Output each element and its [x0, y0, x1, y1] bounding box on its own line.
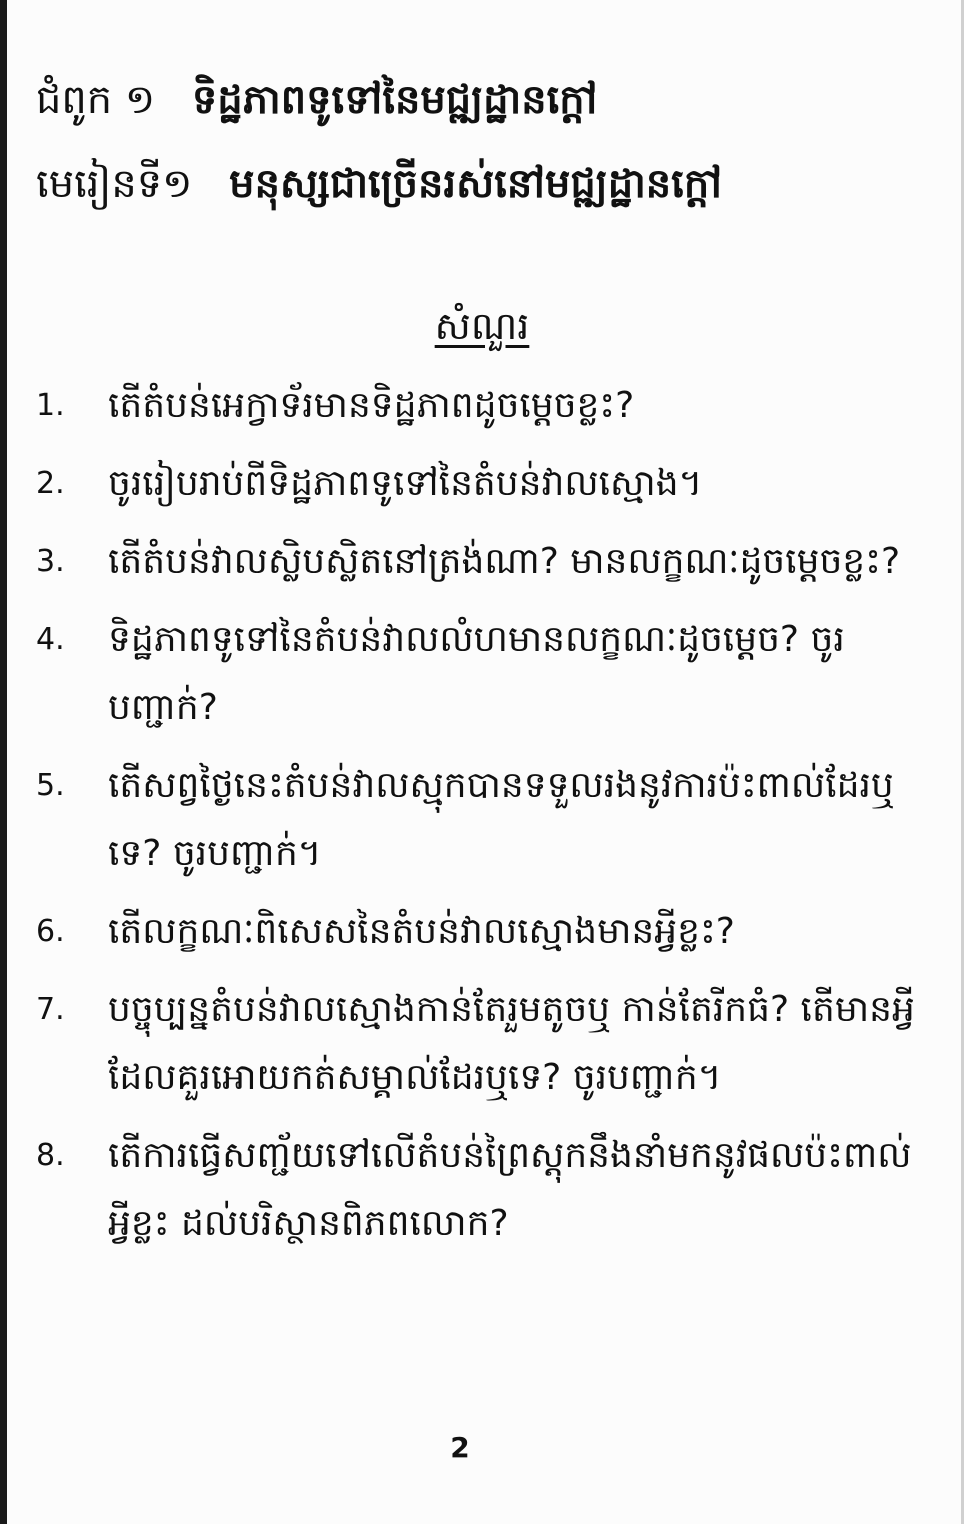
lesson-heading: [36, 156, 722, 212]
question-text: តើសព្វថ្ងៃនេះតំបន់វាលស្មុកបានទទួលរងនូវការប៉ះពាល់ដែរឬទេ? ចូរបញ្ជាក់។: [108, 765, 894, 874]
question-number: 2.: [36, 466, 65, 501]
question-text: តើតំបន់វាលស្លិបស្លិតនៅត្រង់ណា? មានលក្ខណៈដូចម្តេចខ្លះ?: [108, 541, 901, 582]
chapter-label: ជំពូក ១: [36, 77, 156, 123]
question-list: [36, 372, 916, 1268]
question-text: ចូររៀបរាប់ពីទិដ្ឋភាពទូទៅនៃតំបន់វាលស្មោង។: [108, 463, 703, 504]
page-number: 2: [450, 1431, 470, 1464]
question-number: 5.: [36, 768, 65, 803]
lesson-title: មនុស្សជាច្រើនរស់នៅមជ្ឍដ្ឋានក្តៅ: [229, 161, 722, 207]
question-number: 7.: [36, 992, 65, 1027]
question-text: បច្ចុប្បន្នតំបន់វាលស្មោងកាន់តែរួមតូចឬ កាន់តែរីកធំ? តើមានអ្វីដែលគួរអោយកត់សម្គាល់ដែរឬទេ? ចូរបញ្ជាក់។: [108, 989, 915, 1098]
question-text: តើលក្ខណៈពិសេសនៃតំបន់វាលស្មោងមានអ្វីខ្លះ?: [108, 911, 735, 952]
question-text: តើតំបន់អេក្វាទ័រមានទិដ្ឋភាពដូចម្តេចខ្លះ?: [108, 385, 635, 426]
lesson-label: មេរៀនទី១: [36, 161, 193, 207]
question-number: 1.: [36, 388, 65, 423]
question-number: 3.: [36, 544, 65, 579]
chapter-title: ទិដ្ឋភាពទូទៅនៃមជ្ឍដ្ឋានក្តៅ: [191, 77, 598, 123]
chapter-heading: [36, 72, 597, 128]
question-item: [36, 372, 916, 440]
question-number: 8.: [36, 1138, 65, 1173]
question-item: [36, 898, 916, 966]
question-item: [36, 606, 916, 742]
question-item: [36, 528, 916, 596]
question-item: [36, 1122, 916, 1258]
section-title-text: សំណួរ: [434, 304, 530, 348]
question-number: 6.: [36, 914, 65, 949]
section-title: [0, 296, 964, 356]
question-text: ទិដ្ឋភាពទូទៅនៃតំបន់វាលលំហមានលក្ខណៈដូចម្តេច? ចូរបញ្ជាក់?: [108, 619, 845, 728]
question-item: [36, 450, 916, 518]
question-item: [36, 976, 916, 1112]
question-item: [36, 752, 916, 888]
page-left-edge: [0, 0, 7, 1524]
question-text: តើការធ្វើសញ្ជ័យទៅលើតំបន់ព្រៃស្តុកនឹងនាំមកនូវផលប៉ះពាល់អ្វីខ្លះ ដល់បរិស្ថានពិភពលោក?: [108, 1135, 912, 1244]
question-number: 4.: [36, 622, 65, 657]
